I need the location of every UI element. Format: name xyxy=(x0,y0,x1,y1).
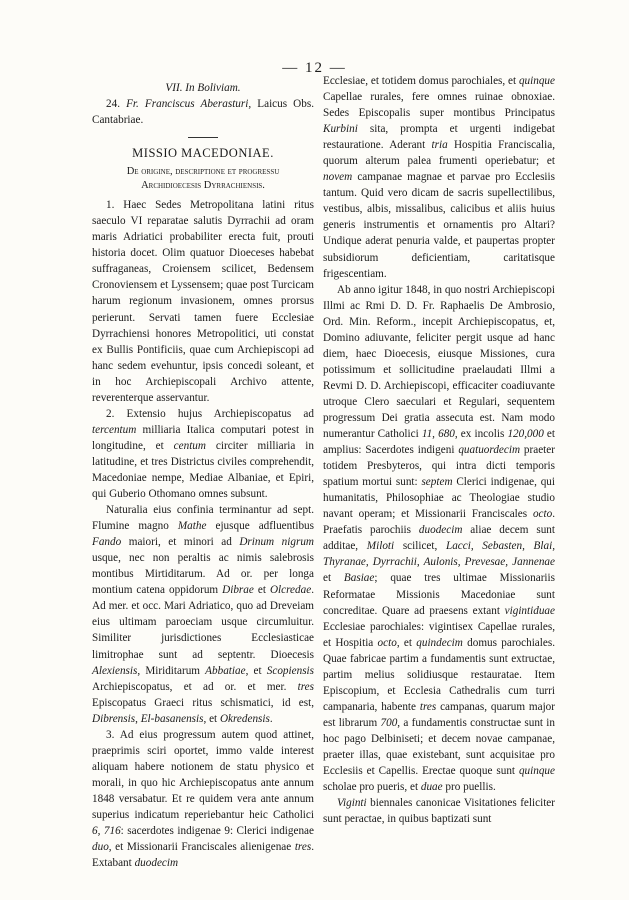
italic-run: duodecim xyxy=(418,524,463,537)
section-title: VII. In Boliviam. xyxy=(165,82,241,94)
italic-run: tres xyxy=(297,680,314,693)
italic-run: Viginti xyxy=(337,797,367,810)
text-run: , a fundamentis constructae sunt in hoc pago Delbiniseti; et decem novae campanae, praeter illas, quae existebant, sunt acquisitae pro Ecclesiis et Capellis. Erectae quoque sunt xyxy=(323,716,555,778)
mission-subheading xyxy=(92,165,314,193)
text-run: 3. Ad eius progressum autem quod attinet, praeprimis sciri oportet, immo valde interest aliquam habere notionem de statu physico et morali, in quo hic Archiepiscopatus ante annum 1848 versabatur. Et re quidem vera ante annum superius indicatum reperiebantur heic Catholici xyxy=(92,728,314,821)
paragraph-4 xyxy=(92,727,314,871)
text-run: aliae decem sunt additae, xyxy=(323,524,555,553)
paragraph-2 xyxy=(92,406,314,502)
entry-number: 24. xyxy=(106,98,120,111)
paragraph-3 xyxy=(92,502,314,727)
text-run: biennales canonicae Visitationes feliciter sunt peractae, in quibus baptizati sunt xyxy=(323,797,555,826)
italic-run: Olcredae xyxy=(269,584,312,597)
paragraph-6 xyxy=(323,795,555,827)
text-run: Capellae rurales, fere omnes ruinae obnoxiae. Sedes Episcopalis super montibus Principatus xyxy=(323,91,555,120)
italic-run: octo xyxy=(377,636,397,649)
italic-run: 11, 680 xyxy=(421,428,455,441)
text-run: praeter totidem Presbyteros, qui intra dicti temporis spatium mortui sunt: xyxy=(323,444,555,489)
italic-run: quatuordecim xyxy=(458,444,521,457)
italic-run: 6, 716 xyxy=(92,825,121,838)
italic-run: tres xyxy=(294,841,312,854)
italic-run: Dibrae xyxy=(222,584,254,597)
subheading-line: De origine, descriptione et progressu xyxy=(126,166,280,178)
italic-run: quinque xyxy=(518,765,555,778)
italic-run: 700 xyxy=(380,716,398,729)
entry-rest: Laicus Obs. Cantabriae. xyxy=(92,98,314,127)
text-run: Episcopatus Graeci ritus schismatici, id est, xyxy=(92,696,314,709)
text-run: scilicet, xyxy=(394,540,446,553)
italic-run: octo xyxy=(532,508,553,521)
text-run: Ecclesiae parochiales: vigintisex Capellae rurales, et Hospitia xyxy=(323,620,555,649)
text-run: domus parochiales. Quae fabricae partim a fundamentis sunt extructae, partim melius solidiusque restauratae. Item Episcopium, et Ecclesia Cathedralis cum turri campanaria, habente xyxy=(323,636,555,713)
paragraph-5 xyxy=(323,282,555,796)
text-run: Archiepiscopatus, et ad or. et mer. xyxy=(92,680,298,693)
italic-run: duodecim xyxy=(134,857,179,870)
italic-run: Fando xyxy=(92,536,122,549)
italic-run: septem xyxy=(421,476,453,489)
text-run: , et xyxy=(203,712,220,725)
text-run: , et xyxy=(245,664,267,677)
text-run: ejusque adfluentibus xyxy=(206,520,315,533)
text-run: 2. Extensio hujus Archiepiscopatus ad xyxy=(106,407,314,420)
italic-run: Drinum nigrum xyxy=(239,536,314,549)
italic-run: duo xyxy=(92,841,109,854)
italic-run: duae xyxy=(420,781,443,794)
text-run: sita, prompta et urgenti indigebat restauratione. Aderant xyxy=(323,123,555,152)
italic-run: Abbatiae xyxy=(205,664,246,677)
text-run: , et xyxy=(396,636,417,649)
italic-run: El-basanensis xyxy=(140,712,204,725)
italic-run: Scopiensis xyxy=(266,664,315,677)
text-run: . xyxy=(269,712,273,725)
italic-run: Kurbini xyxy=(323,123,358,136)
text-run: Ab anno igitur 1848, in quo nostri Archiepiscopi Illmi ac Rmi D. D. Fr. Raphaelis De Ambrosio, Ord. Min. Reform., incepit Archiepiscopatus, et, Domino adiuvante, feliciter pergit usque ad hanc diem, haec Dioecesis, eiusque Missiones, cura potissimum et sollicitudine praelaudati Illmi a Revmi D. D. Archiepiscopi, efficaciter coadiuvante utroque Clero saeculari et Regulari, sequentem progressum Dei gratia assecuta est. Nam modo numerantur Catholici xyxy=(323,283,555,441)
italic-run: quinque xyxy=(518,75,555,87)
text-run: scholae pro pueris, et xyxy=(323,781,421,794)
text-run: . Extabant xyxy=(92,841,314,870)
text-run: 1. Haec Sedes Metropolitana latini ritus saeculo VI reparatae salutis Dyrrachii ad oram maris Adriatici probabiliter erecta fuit, prouti historia docet. Olim quatuor Dioeceses habebat suffraganeas, Croiensem scilicet, Bedensem Cronoviensem et Lyssensem; quae post Turcicam harum regionum invasionem, omnes prorsus perierunt. Servati tamen fuere Ecclesiae Dyrrachiensi honores Metropolitici, uti constat ex Bullis Pontificiis, quae cum Archiepiscopi ad hanc sedem evehuntur, ipsis concedi soleant, et in hoc Archiepiscopali Archivo attente, reverenterque asservantur. xyxy=(92,199,314,404)
page-number: — 12 — xyxy=(282,60,347,76)
text-run: : sacerdotes indigenae 9: Clerici indigenae xyxy=(120,825,314,838)
italic-run: novem xyxy=(323,171,353,184)
italic-run: Basiae xyxy=(343,572,375,585)
italic-run: Lacci, Sebasten, Blai, Thyranae, Dyrrachii, Aulonis, Prevesae, Jannenae xyxy=(323,540,555,569)
text-run: . Ad mer. et occ. Mari Adriatico, quo ad Dreveiam eius ultimam paroeciam usque circumluitur. Similiter jurisdictiones Ecclesiasticae limitrophae sunt ad septentr. Dioecesis xyxy=(92,584,314,661)
text-run: et xyxy=(323,572,344,585)
paragraph-continued xyxy=(323,73,555,282)
text-run: et amplius: Sacerdotes indigeni xyxy=(323,428,555,457)
text-run: Naturalia eius confinia terminantur ad sept. Flumine magno xyxy=(92,504,314,533)
italic-run: Mathe xyxy=(177,520,207,533)
italic-run: centum xyxy=(173,439,206,452)
text-run: , Miriditarum xyxy=(137,664,206,677)
italic-run: Miloti xyxy=(366,540,395,553)
italic-run: 120,000 xyxy=(507,428,544,441)
text-run: et xyxy=(253,584,270,597)
text-run: , et Missionarii Franciscales alienigenae xyxy=(108,841,295,854)
italic-run: vigintiduae xyxy=(504,604,555,617)
entry-name: Fr. Franciscus Aberasturi, xyxy=(126,98,252,111)
text-run: circiter milliaria in latitudine, et tres Districtus civiles comprehendit, Macedoniae nempe, Mediae Albaniae, et Epiri, qui Guberio Othomano omnes subsunt. xyxy=(92,439,314,501)
text-run: , ex incolis xyxy=(454,428,508,441)
text-run: campanas, quarum major est librarum xyxy=(323,700,555,729)
italic-run: Dibrensis xyxy=(92,712,136,725)
text-run: . Praefatis parochiis xyxy=(323,508,555,537)
italic-run: Okredensis xyxy=(219,712,270,725)
text-run: Hospitia Franciscalia, quorum alterum palea frumenti operiebatur; et xyxy=(323,139,555,168)
italic-run: tres xyxy=(419,700,437,713)
italic-run: tria xyxy=(431,139,448,152)
entry-24 xyxy=(92,96,314,128)
left-column xyxy=(92,80,314,871)
paragraph-1 xyxy=(92,197,314,406)
text-run: , xyxy=(135,712,141,725)
mission-heading: MISSIO MACEDONIAE. xyxy=(132,146,274,161)
text-run: Clerici indigenae, qui humanitatis, Philosophiae ac Theologiae studio navant operam; et Missionarii Franciscales xyxy=(323,476,555,521)
text-run: usque, nec non peraltis ac nimis salebrosis montibus Mirtiditarum. Ad or. per longa montium catena oppidorum xyxy=(92,552,314,597)
italic-run: tercentum xyxy=(92,423,137,436)
text-run: pro puellis. xyxy=(442,781,496,794)
text-run: milliaria Italica computari potest in longitudine, et xyxy=(92,423,314,452)
section-divider xyxy=(188,137,218,138)
subheading-line: Archidioecesis Dyrrachiensis. xyxy=(141,180,265,192)
text-run: maiori, et minori ad xyxy=(121,536,240,549)
text-run: ; quae tres ultimae Missionariis Reformatae Missionis Macedoniae sunt concreditae. Quare ad praesens extant xyxy=(323,572,555,617)
right-column xyxy=(323,73,555,827)
text-run: campanae magnae et parvae pro Ecclesiis tantum. Quid vero dicam de sacris supellectilibus, vestibus, albis, missalibus, calicibus et aliis huius generis instrumentis et ornamentis pro Altari? Undique aderat penuria valde, et paupertas propter subsidiorum deficientiam, caritatisque frigescentiam. xyxy=(323,171,555,280)
italic-run: quindecim xyxy=(416,636,463,649)
text-run: Ecclesiae, et totidem domus parochiales, et xyxy=(323,75,519,87)
italic-run: Alexiensis xyxy=(92,664,138,677)
